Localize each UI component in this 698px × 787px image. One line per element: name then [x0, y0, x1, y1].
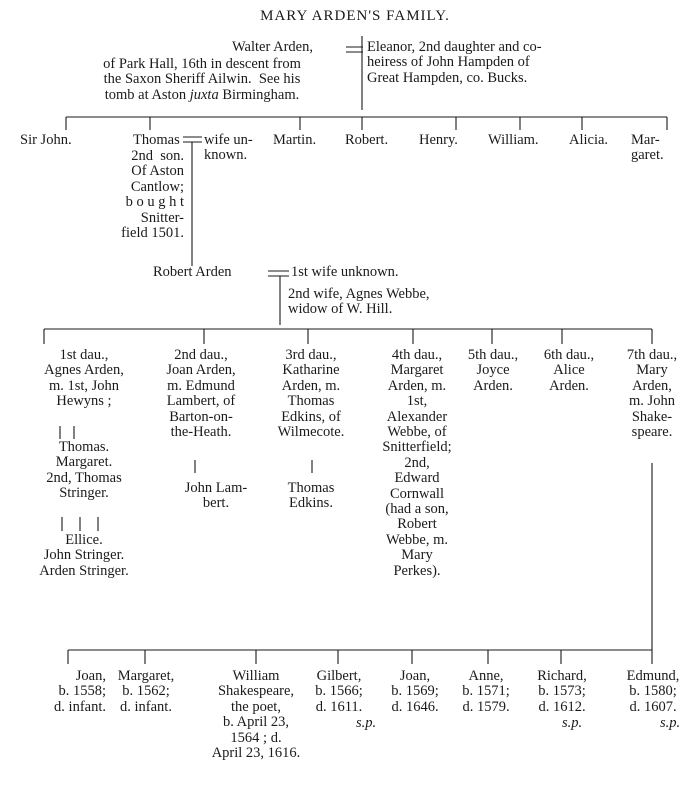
walter-arden-description: of Park Hall, 16th in descent from the Saxon Sheriff Ailwin. See his tomb at Aston juxta Birmingham. — [103, 56, 301, 103]
child-joan-1569: Joan, b. 1569; d. 1646. — [391, 668, 439, 715]
alicia: Alicia. — [569, 132, 609, 148]
child-gilbert: Gilbert, b. 1566; d. 1611. — [315, 668, 363, 715]
daughter-3-descendant: Thomas Edkins. — [287, 480, 335, 512]
daughter-1-agnes: 1st dau., Agnes Arden, m. 1st, John Hewyns ; — [44, 347, 124, 410]
daughter-7-mary: 7th dau., Mary Arden, m. John Shake- speare. — [626, 347, 678, 441]
daughter-2-joan: 2nd dau., Joan Arden, m. Edmund Lambert, of Barton-on- the-Heath. — [166, 347, 236, 441]
child-margaret-1562: Margaret, b. 1562; d. infant. — [117, 668, 175, 715]
eleanor-hampden: Eleanor, 2nd daughter and co- heiress of John Hampden of Great Hampden, co. Bucks. — [367, 39, 542, 86]
child-edmund-note: s.p. — [660, 715, 681, 731]
margaret-daughter: Mar- garet. — [631, 132, 664, 164]
child-gilbert-note: s.p. — [356, 715, 377, 731]
william-son: William. — [488, 132, 539, 148]
daughter-3-katharine: 3rd dau., Katharine Arden, m. Thomas Edkins, of Wilmecote. — [277, 347, 345, 441]
child-william-shakespeare: William Shakespeare, the poet, b. April 23, 1564 ; d. April 23, 1616. — [211, 668, 301, 762]
sir-john: Sir John. — [20, 132, 72, 148]
robert-arden-name: Robert Arden — [153, 264, 232, 280]
daughter-1-descendants: Thomas. Margaret. 2nd, Thomas Stringer. — [46, 439, 122, 502]
daughter-6-alice: 6th dau., Alice Arden. — [543, 347, 595, 394]
daughter-1-grandchildren: Ellice. John Stringer. Arden Stringer. — [39, 532, 129, 579]
daughter-2-descendant: John Lam- bert. — [184, 480, 248, 512]
walter-arden-name: Walter Arden, — [232, 39, 313, 55]
page-title: MARY ARDEN'S FAMILY. — [260, 8, 450, 24]
thomas-wife: wife un- known. — [204, 132, 253, 164]
daughter-4-margaret: 4th dau., Margaret Arden, m. 1st, Alexander Webbe, of Snitterfield; 2nd, Edward Cornwall (had a son, Robert Webbe, m. Mary Perkes). — [382, 347, 452, 579]
child-richard: Richard, b. 1573; d. 1612. — [537, 668, 587, 715]
child-joan-1558: Joan, b. 1558; d. infant. — [54, 668, 106, 715]
martin: Martin. — [273, 132, 317, 148]
child-anne: Anne, b. 1571; d. 1579. — [462, 668, 510, 715]
child-richard-note: s.p. — [562, 715, 583, 731]
robert-arden-wife-1: 1st wife unknown. — [291, 264, 399, 280]
daughter-5-joyce: 5th dau., Joyce Arden. — [467, 347, 519, 394]
robert: Robert. — [345, 132, 389, 148]
thomas-arden: Thomas — [133, 132, 180, 148]
henry: Henry. — [419, 132, 458, 148]
child-edmund: Edmund, b. 1580; d. 1607. — [626, 668, 680, 715]
robert-arden-wife-2: 2nd wife, Agnes Webbe, widow of W. Hill. — [288, 286, 430, 318]
thomas-arden-description: 2nd son. Of Aston Cantlow; b o u g h t Snitter- field 1501. — [121, 148, 184, 242]
